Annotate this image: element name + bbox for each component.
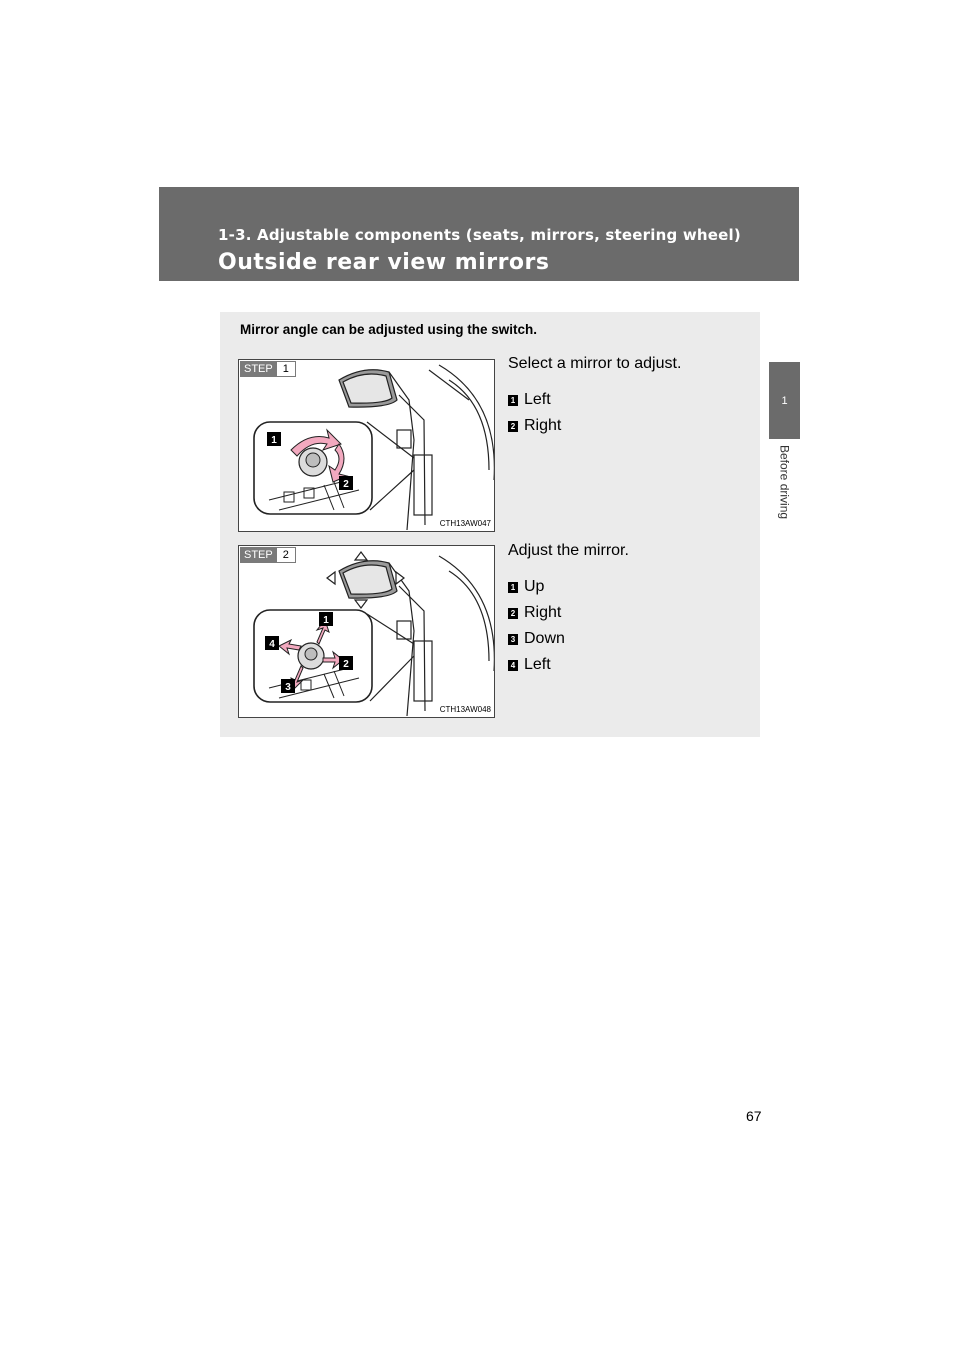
figure-code: CTH13AW047 [439, 519, 491, 528]
chapter-number: 1 [781, 394, 788, 407]
callout-1-text: 1 [271, 435, 277, 446]
number-icon: 3 [508, 634, 518, 645]
number-icon: 1 [508, 582, 518, 593]
section-title: 1-3. Adjustable components (seats, mirrors, steering wheel) [218, 226, 741, 244]
step1-illustration [238, 359, 495, 532]
option-up: 1 Up [508, 574, 748, 600]
step2-badge: STEP 2 [240, 547, 296, 563]
step2-illustration [238, 545, 495, 718]
option-down: 3 Down [508, 626, 748, 652]
chapter-label: Before driving [777, 445, 792, 520]
option-left: 4 Left [508, 652, 748, 678]
callout-3-text: 3 [285, 682, 291, 693]
intro-text: Mirror angle can be adjusted using the switch. [240, 322, 538, 337]
mirror-select-drawing [239, 360, 495, 532]
option-right: 2 Right [508, 413, 748, 439]
page-number: 67 [746, 1108, 762, 1124]
option-left: 1 Left [508, 387, 748, 413]
callout-1-text: 1 [323, 615, 329, 626]
number-icon: 2 [508, 421, 518, 432]
step2-instructions [508, 542, 748, 678]
step1-instruction: Select a mirror to adjust. [508, 355, 682, 372]
option-right: 2 Right [508, 600, 748, 626]
mirror-adjust-drawing [239, 546, 495, 718]
number-icon: 4 [508, 660, 518, 671]
number-icon: 2 [508, 608, 518, 619]
callout-4-text: 4 [269, 639, 275, 650]
step2-instruction: Adjust the mirror. [508, 542, 629, 559]
step1-instructions [508, 355, 748, 439]
chapter-tab[interactable] [769, 362, 800, 439]
number-icon: 1 [508, 395, 518, 406]
callout-2-text: 2 [343, 659, 349, 670]
figure-code: CTH13AW048 [439, 705, 491, 714]
page-title: Outside rear view mirrors [218, 250, 550, 275]
step1-badge: STEP 1 [240, 361, 296, 377]
callout-2-text: 2 [343, 479, 349, 490]
